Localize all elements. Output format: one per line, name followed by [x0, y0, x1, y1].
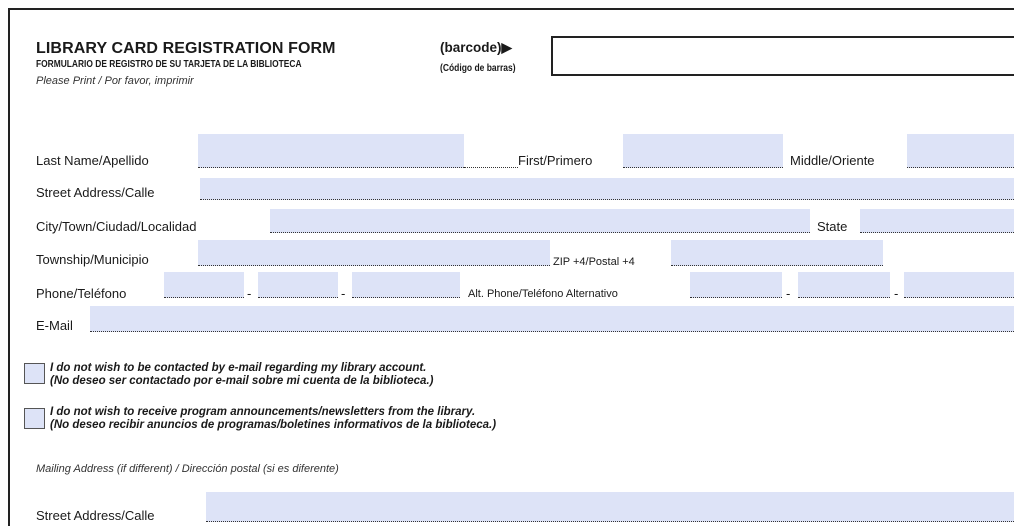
phone-dash-1: -: [247, 286, 252, 301]
mailing-address-heading: Mailing Address (if different) / Dirección postal (si es diferente): [36, 463, 339, 475]
last-name-label: Last Name/Apellido: [36, 153, 149, 168]
no-newsletter-checkbox[interactable]: [24, 408, 45, 429]
city-field[interactable]: [270, 209, 810, 233]
barcode-label: (barcode)▶: [440, 40, 512, 55]
zip-field[interactable]: [671, 240, 883, 266]
street-field[interactable]: [200, 178, 1014, 200]
alt-phone-prefix-field[interactable]: [798, 272, 890, 298]
phone-dash-2: -: [341, 286, 346, 301]
frame-top-border: [8, 8, 1014, 10]
email-label: E-Mail: [36, 318, 73, 333]
alt-phone-area-field[interactable]: [690, 272, 782, 298]
alt-phone-line-field[interactable]: [904, 272, 1014, 298]
form-title: LIBRARY CARD REGISTRATION FORM: [36, 40, 336, 57]
first-name-label: First/Primero: [518, 153, 593, 168]
no-email-contact-line1: I do not wish to be contacted by e-mail regarding my library account.: [50, 362, 427, 374]
phone-area-field[interactable]: [164, 272, 244, 298]
phone-prefix-field[interactable]: [258, 272, 338, 298]
mailing-street-field[interactable]: [206, 492, 1014, 522]
middle-name-field[interactable]: [907, 134, 1014, 168]
last-name-line-ext: [464, 166, 518, 168]
frame-left-border: [8, 8, 10, 526]
alt-phone-label: Alt. Phone/Teléfono Alternativo: [468, 288, 618, 300]
barcode-box[interactable]: [551, 36, 1014, 76]
alt-phone-dash-1: -: [786, 286, 791, 301]
street-label: Street Address/Calle: [36, 185, 155, 200]
email-field[interactable]: [90, 306, 1014, 332]
no-email-contact-checkbox[interactable]: [24, 363, 45, 384]
phone-line-field[interactable]: [352, 272, 460, 298]
print-note: Please Print / Por favor, imprimir: [36, 75, 194, 87]
no-newsletter-line2: (No deseo recibir anuncios de programas/boletines informativos de la biblioteca.): [50, 419, 497, 431]
last-name-field[interactable]: [198, 134, 464, 168]
state-field[interactable]: [860, 209, 1014, 233]
mailing-street-label: Street Address/Calle: [36, 508, 155, 523]
no-email-contact-line2: (No deseo ser contactado por e-mail sobre mi cuenta de la biblioteca.): [50, 375, 434, 387]
no-email-contact-text: [50, 362, 433, 388]
form-subtitle: FORMULARIO DE REGISTRO DE SU TARJETA DE LA BIBLIOTECA: [36, 59, 302, 70]
city-label: City/Town/Ciudad/Localidad: [36, 219, 197, 234]
township-label: Township/Municipio: [36, 252, 149, 267]
middle-name-label: Middle/Oriente: [790, 153, 875, 168]
alt-phone-dash-2: -: [894, 286, 899, 301]
zip-label: ZIP +4/Postal +4: [553, 256, 635, 268]
state-label: State: [817, 219, 848, 234]
no-newsletter-text: [50, 406, 496, 432]
township-field[interactable]: [198, 240, 550, 266]
barcode-sublabel: (Código de barras): [440, 63, 516, 74]
no-newsletter-line1: I do not wish to receive program announcements/newsletters from the library.: [50, 406, 476, 418]
phone-label: Phone/Teléfono: [36, 286, 127, 301]
first-name-field[interactable]: [623, 134, 783, 168]
